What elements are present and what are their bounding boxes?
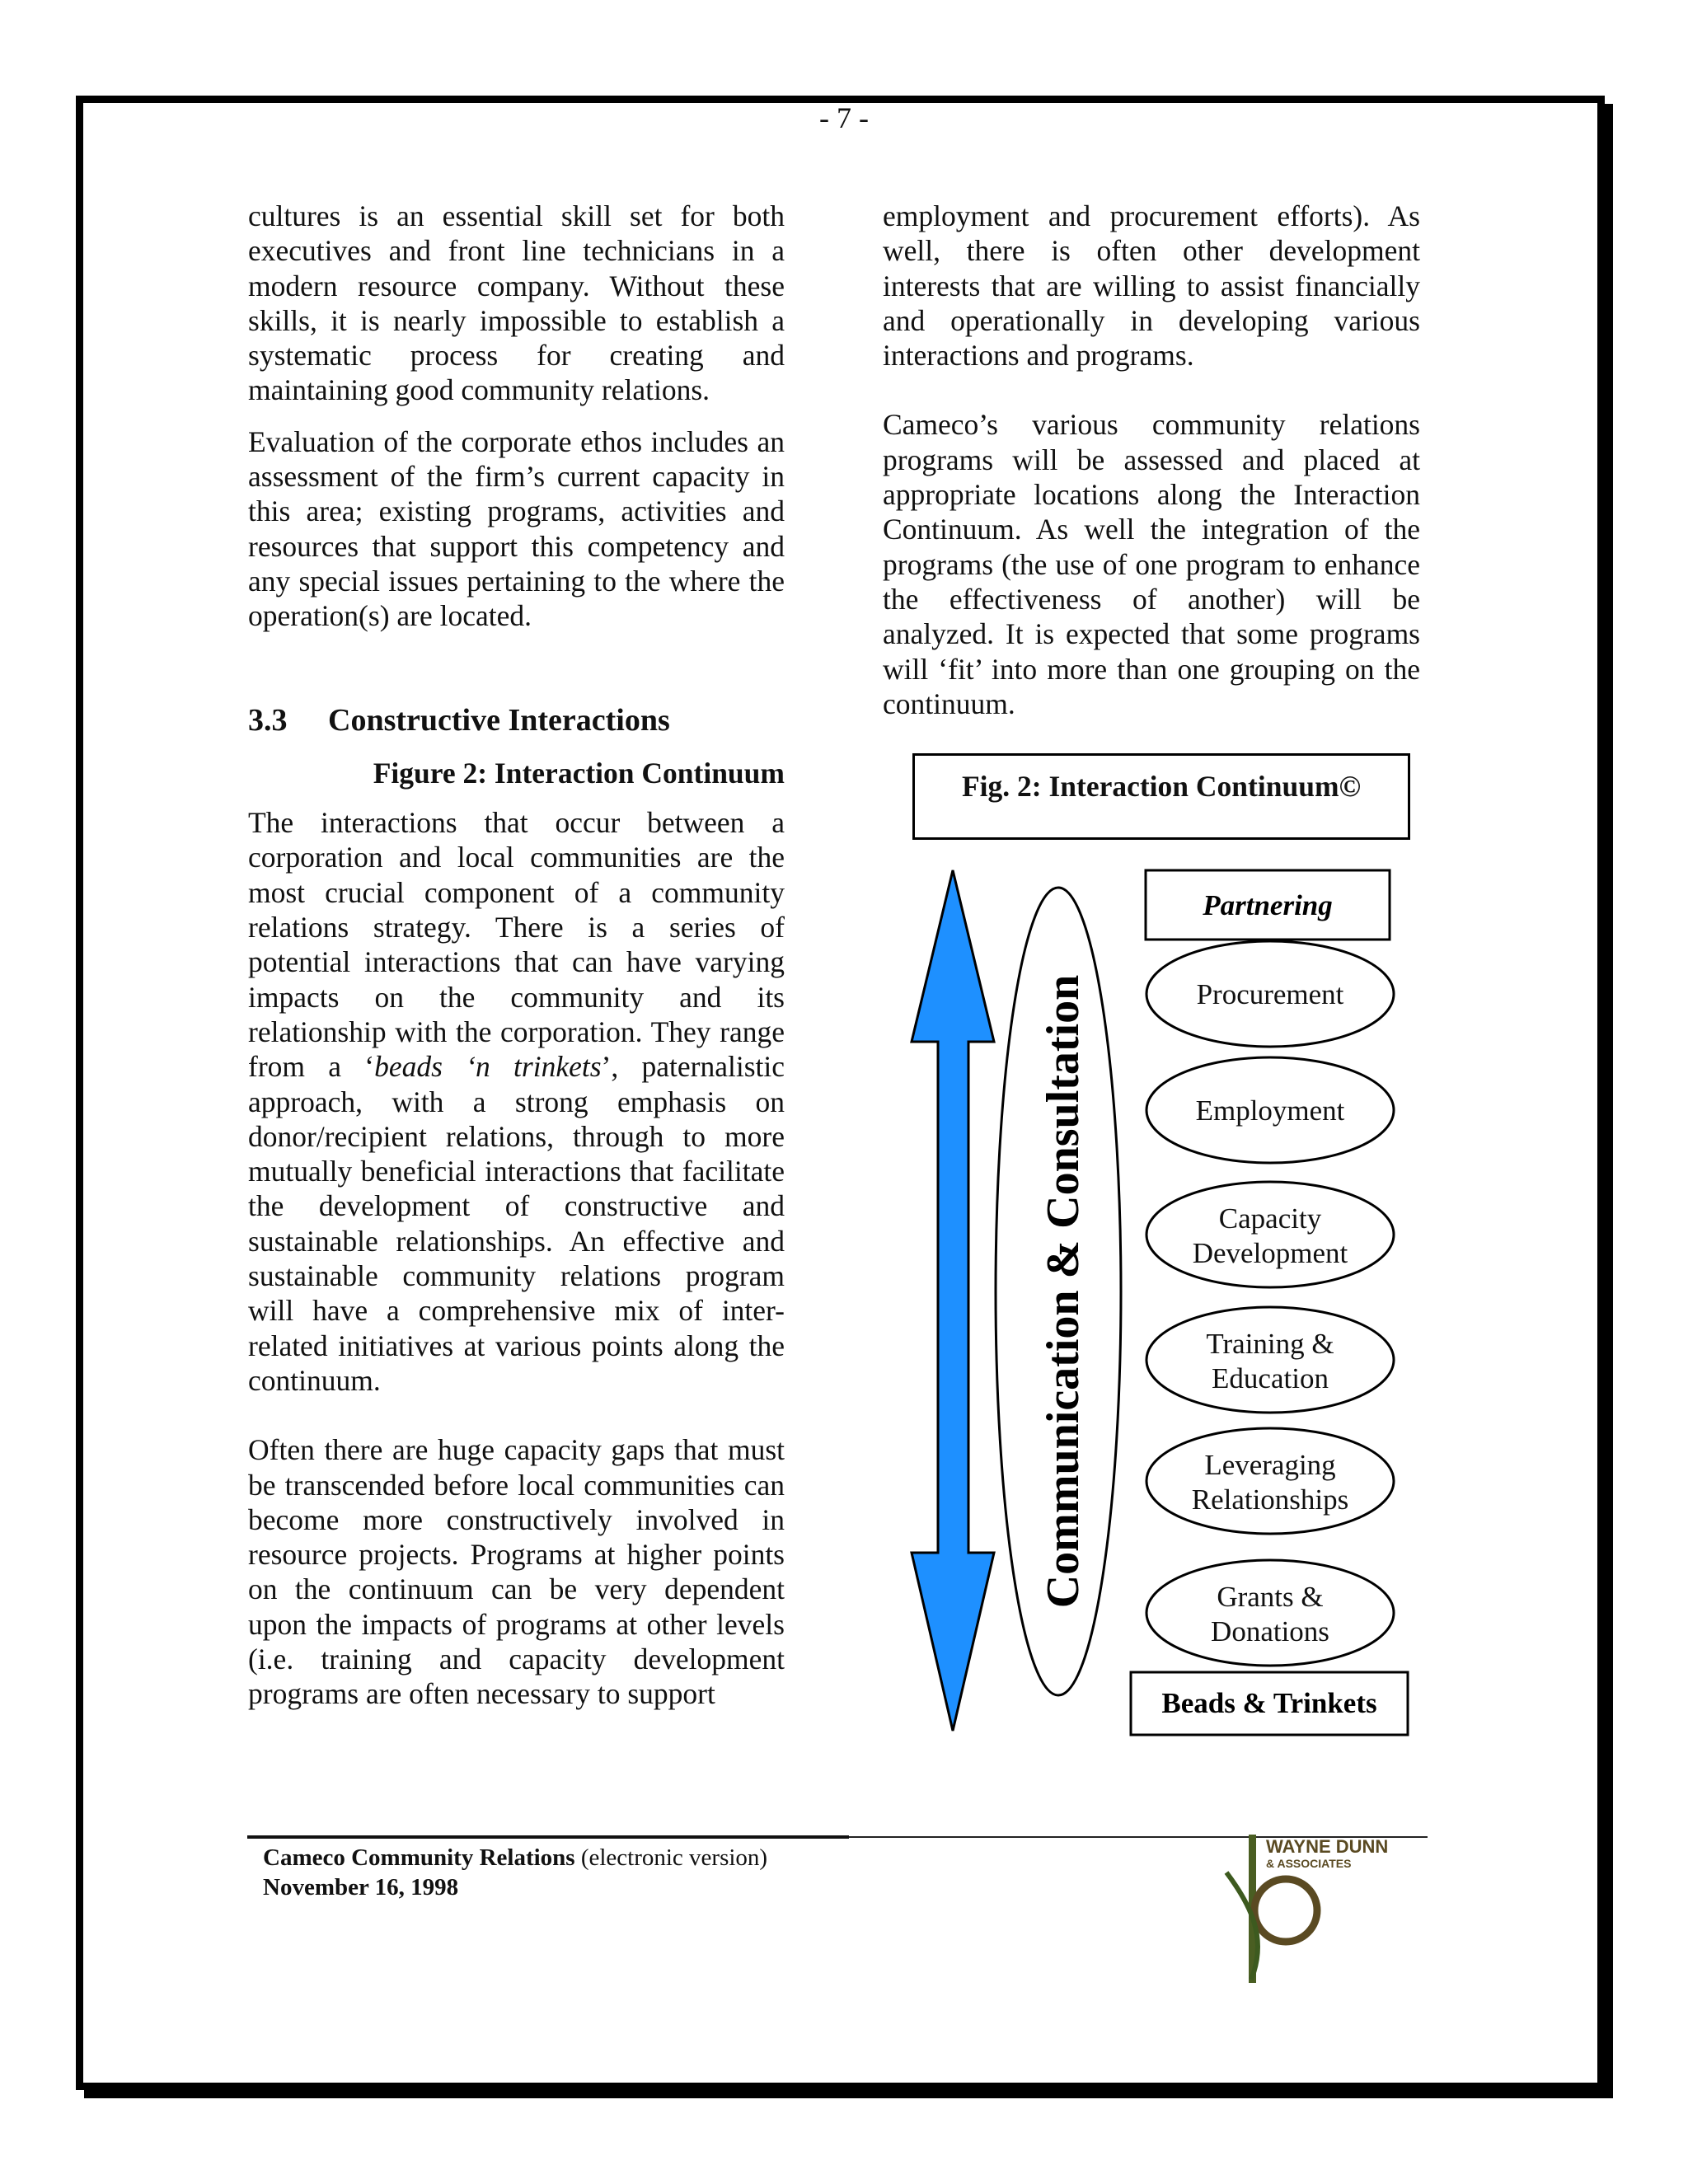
footer-date: November 16, 1998 <box>263 1874 459 1900</box>
left-paragraph-4: Often there are huge capacity gaps that must be transcended before local communities can become more constructively involved in resource projects. Programs at higher points on the continuum can be very dependent upon the impacts of programs at other levels (i.e. training and capacity development programs are often necessary to support <box>248 1433 785 1711</box>
right-paragraph-1: employment and procurement efforts). As well, there is often other development interests that are willing to assist financially and operationally in developing various interactions and programs. <box>883 199 1420 373</box>
footer-title-rest: (electronic version) <box>574 1844 768 1871</box>
section-heading <box>248 703 785 738</box>
vertical-label: Communication & Consultation <box>1038 974 1089 1609</box>
footer <box>263 1843 767 1902</box>
paragraph-3-italic: beads ‘n trinkets <box>374 1050 602 1084</box>
left-paragraph-1: cultures is an essential skill set for both executives and front line technicians in a modern resource company. Without these skills, it is nearly impossible to establish a systematic process for creating and maintaining good community relations. <box>248 199 785 407</box>
continuum-item-ellipse <box>1146 1307 1394 1413</box>
continuum-item-label: Development <box>1192 1237 1348 1269</box>
continuum-item-label: Employment <box>1195 1094 1345 1127</box>
continuum-item-ellipse <box>1146 1182 1394 1287</box>
footer-rule-accent <box>247 1835 849 1839</box>
continuum-item-ellipse <box>1146 1560 1394 1666</box>
continuum-item-label: Grants & <box>1217 1581 1324 1613</box>
left-paragraph-2: Evaluation of the corporate ethos includes an assessment of the firm’s current capacity in this area; existing programs, activities and resources that support this competency and any special issues pertaining to the where the operation(s) are located. <box>248 424 785 633</box>
continuum-item-label: Leveraging <box>1204 1449 1336 1481</box>
left-column <box>248 199 785 1712</box>
section-title: Constructive Interactions <box>328 702 670 738</box>
footer-title <box>263 1843 767 1872</box>
logo-loop <box>1254 1879 1317 1942</box>
continuum-item-label: Training & <box>1206 1328 1334 1360</box>
continuum-item-label: Capacity <box>1218 1202 1322 1235</box>
continuum-item-label: Relationships <box>1191 1483 1349 1516</box>
continuum-item-label: Education <box>1212 1362 1329 1394</box>
beads-label: Beads & Trinkets <box>1161 1687 1377 1719</box>
paragraph-3-text-b: ’, paternalistic approach, with a strong emphasis on donor/recipient relations, through to more mutually beneficial interactions that facilitate the development of constructive and sustainable relationships. An effective and sustainable community relations program will have a comprehensive mix of inter-related initiatives at various points along the continuum. <box>248 1050 785 1397</box>
footer-title-bold: Cameco Community Relations <box>263 1844 575 1871</box>
continuum-item-label: Procurement <box>1196 978 1344 1010</box>
logo-line-1: WAYNE DUNN <box>1266 1836 1389 1857</box>
right-paragraph-2: Cameco’s various community relations programs will be assessed and placed at appropriate locations along the Interaction Continuum. As well the integration of the programs (the use of one program to enhance the effectiveness of another) will be analyzed. It is expected that some programs will ‘fit’ into more than one grouping on the continuum. <box>883 408 1420 720</box>
continuum-item-label: Donations <box>1211 1615 1329 1647</box>
left-paragraph-3 <box>248 805 785 1398</box>
section-number: 3.3 <box>248 702 288 738</box>
interaction-continuum-diagram <box>890 857 1434 1747</box>
figure-title-box: Fig. 2: Interaction Continuum© <box>912 753 1410 840</box>
double-arrow-icon <box>912 870 994 1731</box>
paragraph-3-text-a: The interactions that occur between a corporation and local communities are the most crucial component of a community relations strategy. There is a series of potential interactions that can have varying impacts on the community and its relationship with the corporation. They range from a ‘ <box>248 806 785 1084</box>
continuum-item-ellipse <box>1146 1428 1394 1534</box>
figure-caption: Figure 2: Interaction Continuum <box>373 756 785 790</box>
partnering-label: Partnering <box>1203 889 1333 921</box>
continuum-items <box>1146 941 1394 1666</box>
right-column <box>883 199 1420 721</box>
wayne-dunn-logo <box>1218 1831 1432 1988</box>
logo-line-2: & ASSOCIATES <box>1266 1857 1352 1870</box>
page-number: - 7 - <box>819 101 869 134</box>
